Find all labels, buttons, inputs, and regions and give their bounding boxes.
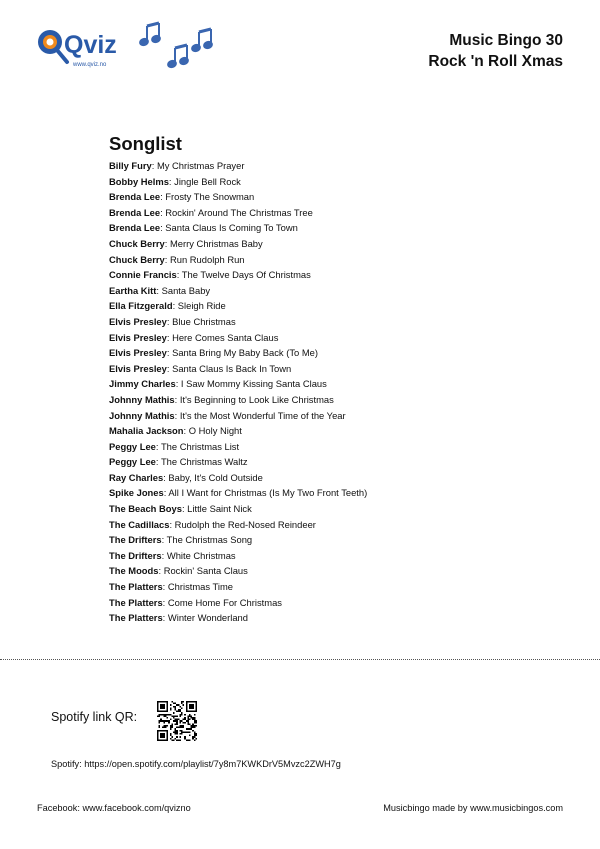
song-artist: Elvis Presley [109, 347, 167, 359]
song-title: The Christmas List [160, 440, 240, 452]
list-item: Bobby Helms: Jingle Bell Rock [109, 175, 241, 187]
header-title-block [428, 30, 563, 72]
list-item: The Platters: Come Home For Christmas [109, 596, 282, 608]
song-title: Baby, It's Cold Outside [168, 471, 263, 483]
song-title: Santa Claus Is Coming To Town [165, 222, 298, 234]
song-artist: The Drifters [109, 534, 162, 546]
song-title: My Christmas Prayer [156, 160, 245, 171]
list-item: The Drifters: The Christmas Song [109, 534, 253, 546]
music-notes-icon [136, 18, 226, 76]
song-artist: Brenda Lee [109, 206, 161, 218]
list-item: Elvis Presley: Santa Claus Is Back In Town [109, 362, 292, 374]
song-artist: Peggy Lee [109, 456, 156, 468]
list-item: The Drifters: White Christmas [109, 549, 236, 561]
list-item: Johnny Mathis: It's the Most Wonderful Time of the Year [109, 409, 346, 421]
song-artist: The Platters [109, 612, 163, 624]
song-artist: The Beach Boys [109, 503, 182, 515]
song-title: Run Rudolph Run [169, 253, 245, 265]
list-item: Chuck Berry: Run Rudolph Run [109, 253, 245, 265]
song-artist: Brenda Lee [109, 222, 161, 234]
song-title: Sleigh Ride [177, 300, 226, 312]
song-title: Frosty The Snowman [165, 191, 255, 203]
song-artist: Brenda Lee [109, 191, 161, 203]
list-item: Spike Jones: All I Want for Christmas (Is My Two Front Teeth) [109, 487, 368, 499]
list-item: The Cadillacs: Rudolph the Red-Nosed Reindeer [109, 518, 316, 530]
list-item: Brenda Lee: Rockin' Around The Christmas Tree [109, 206, 313, 218]
song-title: The Christmas Waltz [160, 456, 248, 468]
list-item: Brenda Lee: Santa Claus Is Coming To Town [109, 222, 298, 234]
list-item: Brenda Lee: Frosty The Snowman [109, 191, 255, 203]
song-title: Santa Baby [161, 284, 211, 296]
list-item: Johnny Mathis: It's Beginning to Look Like Christmas [109, 393, 334, 405]
song-title: The Christmas Song [166, 534, 253, 546]
song-artist: Johnny Mathis [109, 409, 175, 421]
bingo-theme: Rock 'n Roll Xmas [428, 53, 563, 70]
song-title: Merry Christmas Baby [169, 237, 263, 249]
song-artist: Chuck Berry [109, 253, 165, 265]
list-item: The Beach Boys: Little Saint Nick [109, 503, 252, 515]
song-artist: Jimmy Charles [109, 378, 176, 390]
song-artist: Chuck Berry [109, 237, 165, 249]
song-title: Winter Wonderland [167, 612, 248, 624]
songlist-heading: Songlist [109, 133, 182, 154]
list-item: The Platters: Winter Wonderland [109, 612, 248, 624]
song-title: It's Beginning to Look Like Christmas [179, 393, 334, 405]
qviz-logo [36, 22, 126, 72]
song-title: The Twelve Days Of Christmas [181, 269, 311, 281]
list-item: Eartha Kitt: Santa Baby [109, 284, 211, 296]
song-artist: Spike Jones [109, 487, 164, 499]
song-artist: Mahalia Jackson [109, 425, 184, 437]
song-title: All I Want for Christmas (Is My Two Front Teeth) [168, 487, 368, 499]
list-item: The Platters: Christmas Time [109, 581, 234, 593]
song-artist: Billy Fury [109, 160, 152, 171]
song-title: White Christmas [166, 549, 236, 561]
song-artist: The Platters [109, 596, 163, 608]
list-item: Ray Charles: Baby, It's Cold Outside [109, 471, 263, 483]
logo-wordmark: Qviz [64, 31, 117, 59]
song-artist: Connie Francis [109, 269, 177, 281]
list-item: Billy Fury: My Christmas Prayer [109, 160, 245, 171]
song-title: I Saw Mommy Kissing Santa Claus [180, 378, 327, 390]
list-item: Connie Francis: The Twelve Days Of Christmas [109, 269, 311, 281]
song-title: Here Comes Santa Claus [172, 331, 279, 343]
spotify-url[interactable]: Spotify: https://open.spotify.com/playlist/7y8m7KWKDrV5Mvzc2ZWH7g [51, 759, 341, 769]
list-item: Elvis Presley: Santa Bring My Baby Back (To Me) [109, 347, 318, 359]
song-artist: The Drifters [109, 549, 162, 561]
list-item: Peggy Lee: The Christmas List [109, 440, 240, 452]
song-artist: Ella Fitzgerald [109, 300, 173, 312]
song-title: Rockin' Around The Christmas Tree [165, 206, 313, 218]
list-item: Peggy Lee: The Christmas Waltz [109, 456, 248, 468]
qr-label: Spotify link QR: [51, 710, 138, 724]
song-title: Come Home For Christmas [167, 596, 282, 608]
song-artist: Peggy Lee [109, 440, 156, 452]
list-item: Mahalia Jackson: O Holy Night [109, 425, 242, 437]
list-item: Ella Fitzgerald: Sleigh Ride [109, 300, 226, 312]
bingo-title: Music Bingo 30 [449, 32, 563, 49]
song-title: Little Saint Nick [187, 503, 252, 515]
list-item: Elvis Presley: Here Comes Santa Claus [109, 331, 279, 343]
song-title: O Holy Night [188, 425, 242, 437]
song-list-items [109, 158, 367, 626]
list-item: Chuck Berry: Merry Christmas Baby [109, 237, 263, 249]
footer-credit[interactable]: Musicbingo made by www.musicbingos.com [383, 803, 563, 813]
logo-url: www.qviz.no [73, 62, 107, 68]
song-artist: Eartha Kitt [109, 284, 157, 296]
songlist [109, 133, 367, 626]
song-artist: Johnny Mathis [109, 393, 175, 405]
song-title: Rudolph the Red-Nosed Reindeer [174, 518, 316, 530]
list-item: The Moods: Rockin' Santa Claus [109, 565, 248, 577]
song-artist: Elvis Presley [109, 362, 167, 374]
song-artist: Ray Charles [109, 471, 164, 483]
footer-facebook[interactable]: Facebook: www.facebook.com/qvizno [37, 803, 191, 813]
song-title: Rockin' Santa Claus [163, 565, 248, 577]
list-item: Jimmy Charles: I Saw Mommy Kissing Santa Claus [109, 378, 327, 390]
song-title: It's the Most Wonderful Time of the Year [179, 409, 346, 421]
song-artist: The Cadillacs [109, 518, 170, 530]
song-artist: Elvis Presley [109, 315, 167, 327]
list-item: Elvis Presley: Blue Christmas [109, 315, 236, 327]
song-artist: The Platters [109, 581, 163, 593]
song-title: Santa Bring My Baby Back (To Me) [172, 347, 318, 359]
song-title: Christmas Time [167, 581, 234, 593]
qr-code[interactable] [157, 701, 197, 741]
song-artist: Elvis Presley [109, 331, 167, 343]
song-artist: Bobby Helms [109, 175, 169, 187]
song-title: Blue Christmas [172, 315, 236, 327]
song-title: Santa Claus Is Back In Town [172, 362, 292, 374]
dotted-divider [0, 659, 600, 660]
song-artist: The Moods [109, 565, 159, 577]
song-title: Jingle Bell Rock [174, 175, 241, 187]
